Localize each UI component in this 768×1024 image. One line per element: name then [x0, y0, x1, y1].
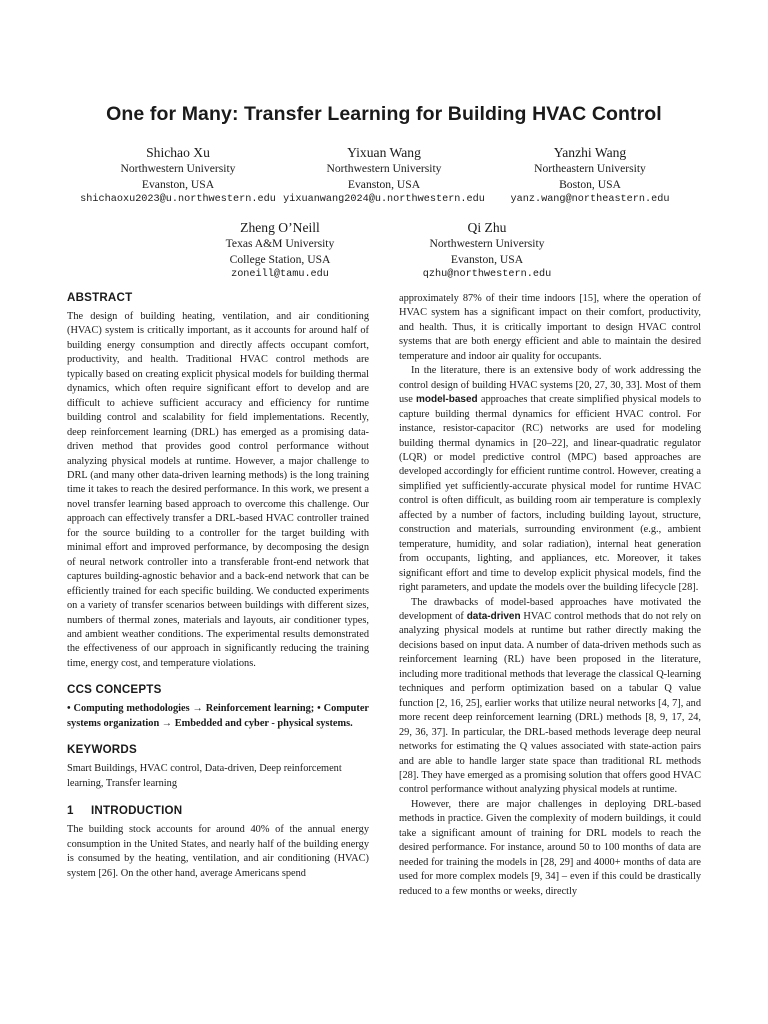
- ccs-text: • Computing methodologies → Reinforcement learning; • Computer systems organization → Embedded and cyber - physical systems.: [67, 703, 369, 729]
- intro-paragraph-2: [399, 364, 701, 595]
- author-block: [63, 144, 293, 208]
- section-title: INTRODUCTION: [91, 804, 183, 818]
- author-location: Evanston, USA: [450, 252, 524, 266]
- intro-paragraph-4: However, there are major challenges in deploying DRL-based methods in practice. Given the complexity of modern buildings, it could take a significant amount of training for DRL models to reach the desired performance. For instance, around 50 to 100 months of data are needed for training the models in [28, 29] and 4000+ months of data are used for more complex models [9, 34] – even if this could be drastically reduced to a few months or weeks, directly: [399, 798, 701, 897]
- bold-term: model-based: [415, 394, 478, 406]
- author-block: [372, 219, 602, 283]
- paper-title: One for Many: Transfer Learning for Building HVAC Control: [106, 103, 662, 125]
- paragraph-text: approaches that create simplified physical models to capture building thermal dynamics for efficient HVAC control. For instance, resistor-capacitor (RC) networks are used for modeling building thermal dynamics in [20–22], and linear-quadratic regulator (LQR) or model predictive control (MPC) based approaches are developed accordingly for efficient runtime control. However, creating a simplified yet sufficiently-accurate physical model for runtime HVAC control is often difficult, as building room air temperature is complexly affected by a number of factors, including building layout, structure, construction and materials, surrounding environment (e.g., ambient temperature, humidity, and solar radiation), internal heat generation from occupants, lighting, and appliances, etc. Moreover, it takes significant effort and time to develop explicit physical models, find the right parameters, and update the models over the building lifecycle [28].: [399, 394, 701, 594]
- author-affiliation: Northwestern University: [120, 162, 236, 175]
- author-name: Qi Zhu: [467, 220, 507, 235]
- left-column: [67, 290, 369, 881]
- right-column: [399, 292, 701, 899]
- author-email: yanz.wang@northeastern.edu: [510, 194, 670, 205]
- author-location: Evanston, USA: [347, 177, 421, 191]
- keywords-heading: KEYWORDS: [67, 743, 137, 757]
- paragraph-text: The drawbacks of model-based approaches have motivated the development of: [399, 596, 701, 622]
- author-affiliation: Texas A&M University: [225, 237, 335, 250]
- author-location: College Station, USA: [229, 252, 331, 266]
- bold-term: data-driven: [466, 610, 521, 622]
- author-name: Yanzhi Wang: [553, 145, 627, 160]
- intro-paragraph-1: The building stock accounts for around 40% of the annual energy consumption in the United States, and nearly half of the building energy is consumed by the heating, ventilation, and air conditioning (HVAC) system [26]. On the other hand, average Americans spend: [67, 824, 369, 879]
- author-affiliation: Northeastern University: [534, 162, 646, 175]
- author-name: Zheng O’Neill: [240, 220, 320, 235]
- author-block: [165, 219, 395, 283]
- author-email: yixuanwang2024@u.northwestern.edu: [283, 194, 485, 205]
- paragraph-text: HVAC control methods that do not rely on analyzing physical models at runtime but rather directly making the decisions based on input data. A number of data-driven methods such as reinforcement learning (RL) have been proposed in the literature, including more traditional methods that leverage the classical Q-learning techniques and perform optimization based on a tabular Q value function [2, 16, 25], earlier works that utilize neural networks [4, 7], and more recent deep reinforcement learning (DRL) methods [8, 9, 17, 24, 29, 36, 37]. In particular, the DRL-based methods leverage deep neural networks for estimating the Q values associated with state-action pairs and are able to handle larger state space than traditional RL methods [28]. They have emerged as a promising solution that offers good HVAC control performance without analyzing physical models at runtime.: [399, 610, 701, 796]
- abstract-heading: ABSTRACT: [67, 291, 133, 304]
- author-block: [475, 144, 705, 208]
- intro-paragraph-3: [399, 596, 701, 798]
- author-affiliation: Northwestern University: [429, 237, 545, 250]
- author-affiliation: Northwestern University: [326, 162, 442, 175]
- ccs-heading: CCS CONCEPTS: [67, 683, 162, 697]
- intro-paragraph-1-continued: approximately 87% of their time indoors [15], where the operation of HVAC system has a significant impact on their comfort, productivity, and health. Thus, it is critically important to design HVAC control systems that are both energy efficient and able to maintain the desired temperature and indoor air quality for occupants.: [399, 293, 701, 362]
- author-name: Yixuan Wang: [347, 145, 421, 160]
- author-location: Evanston, USA: [141, 177, 215, 191]
- author-email: shichaoxu2023@u.northwestern.edu: [80, 194, 276, 205]
- keywords-text: Smart Buildings, HVAC control, Data-driven, Deep reinforcement learning, Transfer learning: [67, 763, 342, 789]
- author-block: [269, 144, 499, 208]
- paragraph-text: In the literature, there is an extensive body of work addressing the control design of building HVAC systems [20, 27, 30, 33]. Most of them use: [399, 365, 701, 406]
- author-email: zoneill@tamu.edu: [231, 269, 329, 280]
- author-location: Boston, USA: [559, 177, 621, 191]
- abstract-text: The design of building heating, ventilation, and air conditioning (HVAC) system is critically important, as it accounts for around half of building energy consumption and directly affects occupant comfort, productivity, and health. Traditional HVAC control methods are typically based on creating explicit physical models for building thermal dynamics, which often require significant effort to develop and are difficult to achieve sufficient accuracy and efficiency for runtime building control and scalability for field implementations. Recently, deep reinforcement learning (DRL) has emerged as a promising data-driven method that provides good control performance without analyzing physical models at runtime. However, a major challenge to DRL (and many other data-driven learning methods) is the long training time it takes to reach the desired performance. In this work, we present a novel transfer learning based approach to overcome this challenge. Our approach can effectively transfer a DRL-based HVAC controller trained for the source building to a controller for the target building with minimal effort and improved performance, by decomposing the design of neural network controller into a transferable front-end network that captures building-agnostic behavior and a back-end network that can be efficiently trained for each specific building. We conducted experiments on a variety of transfer scenarios between buildings with different sizes, numbers of thermal zones, materials and layouts, air conditioner types, and ambient weather conditions. The experimental results demonstrated the effectiveness of our approach in significantly reducing the training time, energy cost, and temperature violations.: [67, 311, 369, 669]
- section-number: 1: [67, 804, 74, 818]
- introduction-heading: [67, 803, 369, 819]
- author-name: Shichao Xu: [146, 145, 210, 160]
- author-email: qzhu@northwestern.edu: [422, 269, 552, 280]
